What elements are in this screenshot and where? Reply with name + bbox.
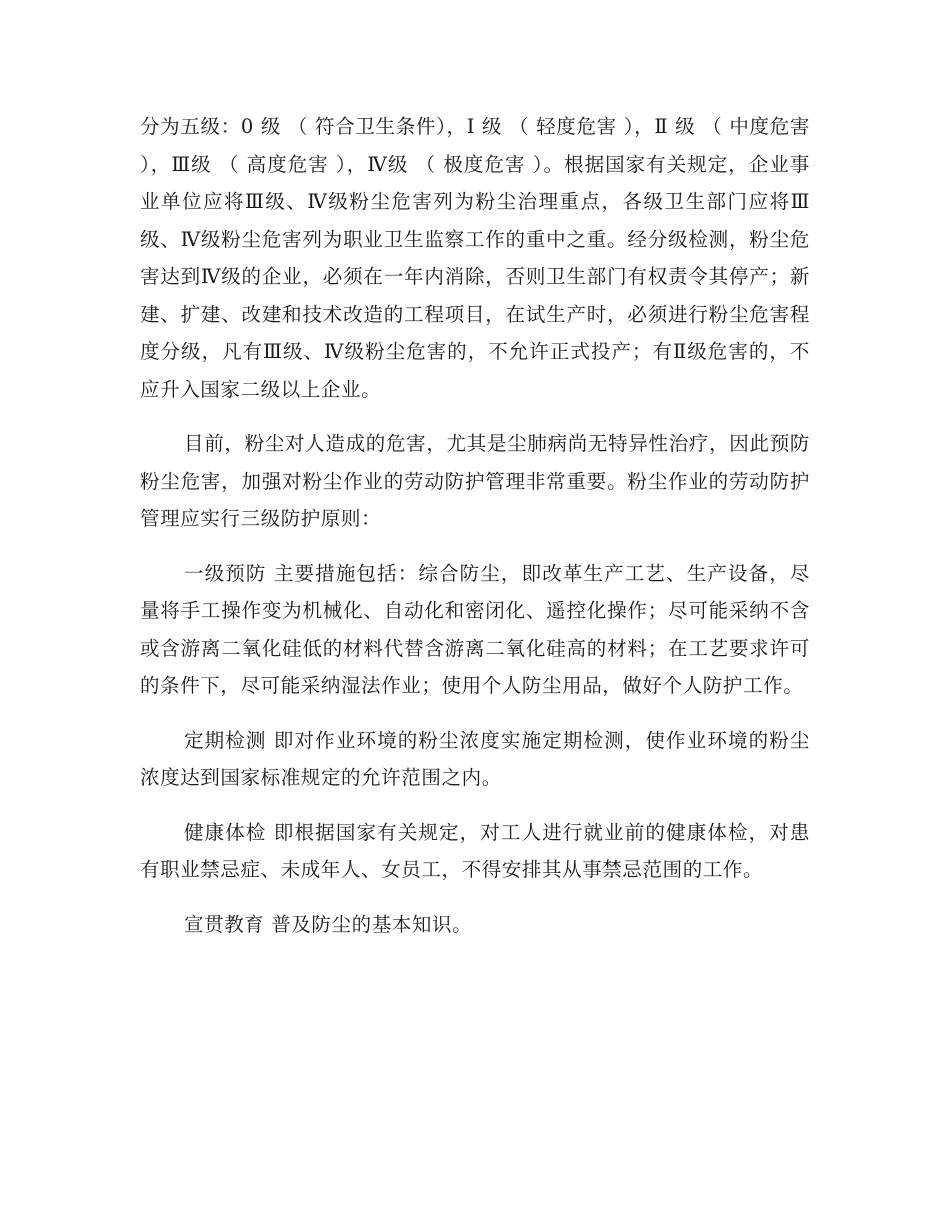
- paragraph-primary-prevention: 一级预防 主要措施包括：综合防尘，即改革生产工艺、生产设备，尽量将手工操作变为机械化、自动化和密闭化、遥控化操作；尽可能采纳不含或含游离二氧化硅低的材料代替含游离二氧化硅高的材料；在工艺要求许可的条件下，尽可能采纳湿法作业；使用个人防尘用品，做好个人防护工作。: [140, 561, 810, 697]
- paragraph-dust-hazard-grading: 分为五级：0 级 （ 符合卫生条件），Ⅰ 级 （ 轻度危害 ），Ⅱ 级 （ 中度危害 ），Ⅲ级 （ 高度危害 ），Ⅳ级 （ 极度危害 ）。根据国家有关规定，企业事业单位应将Ⅲ级、Ⅳ级粉尘危害列为粉尘治理重点，各级卫生部门应将Ⅲ级、Ⅳ级粉尘危害列为职业卫生监察工作的重中之重。经分级检测，粉尘危害达到Ⅳ级的企业，必须在一年内消除，否则卫生部门有权责令其停产；新建、扩建、改建和技术改造的工程项目，在试生产时，必须进行粉尘危害程度分级，凡有Ⅲ级、Ⅳ级粉尘危害的，不允许正式投产；有Ⅱ级危害的，不应升入国家二级以上企业。: [140, 115, 810, 401]
- paragraph-prevention-principle: 目前，粉尘对人造成的危害，尤其是尘肺病尚无特异性治疗，因此预防粉尘危害，加强对粉尘作业的劳动防护管理非常重要。粉尘作业的劳动防护管理应实行三级防护原则：: [140, 432, 810, 530]
- paragraph-health-checkup: 健康体检 即根据国家有关规定，对工人进行就业前的健康体检，对患有职业禁忌症、未成年人、女员工，不得安排其从事禁忌范围的工作。: [140, 820, 810, 881]
- document-body: [140, 108, 810, 960]
- paragraph-education: 宣贯教育 普及防尘的基本知识。: [184, 912, 473, 936]
- paragraph-periodic-testing: 定期检测 即对作业环境的粉尘浓度实施定期检测，使作业环境的粉尘浓度达到国家标准规定的允许范围之内。: [140, 728, 810, 789]
